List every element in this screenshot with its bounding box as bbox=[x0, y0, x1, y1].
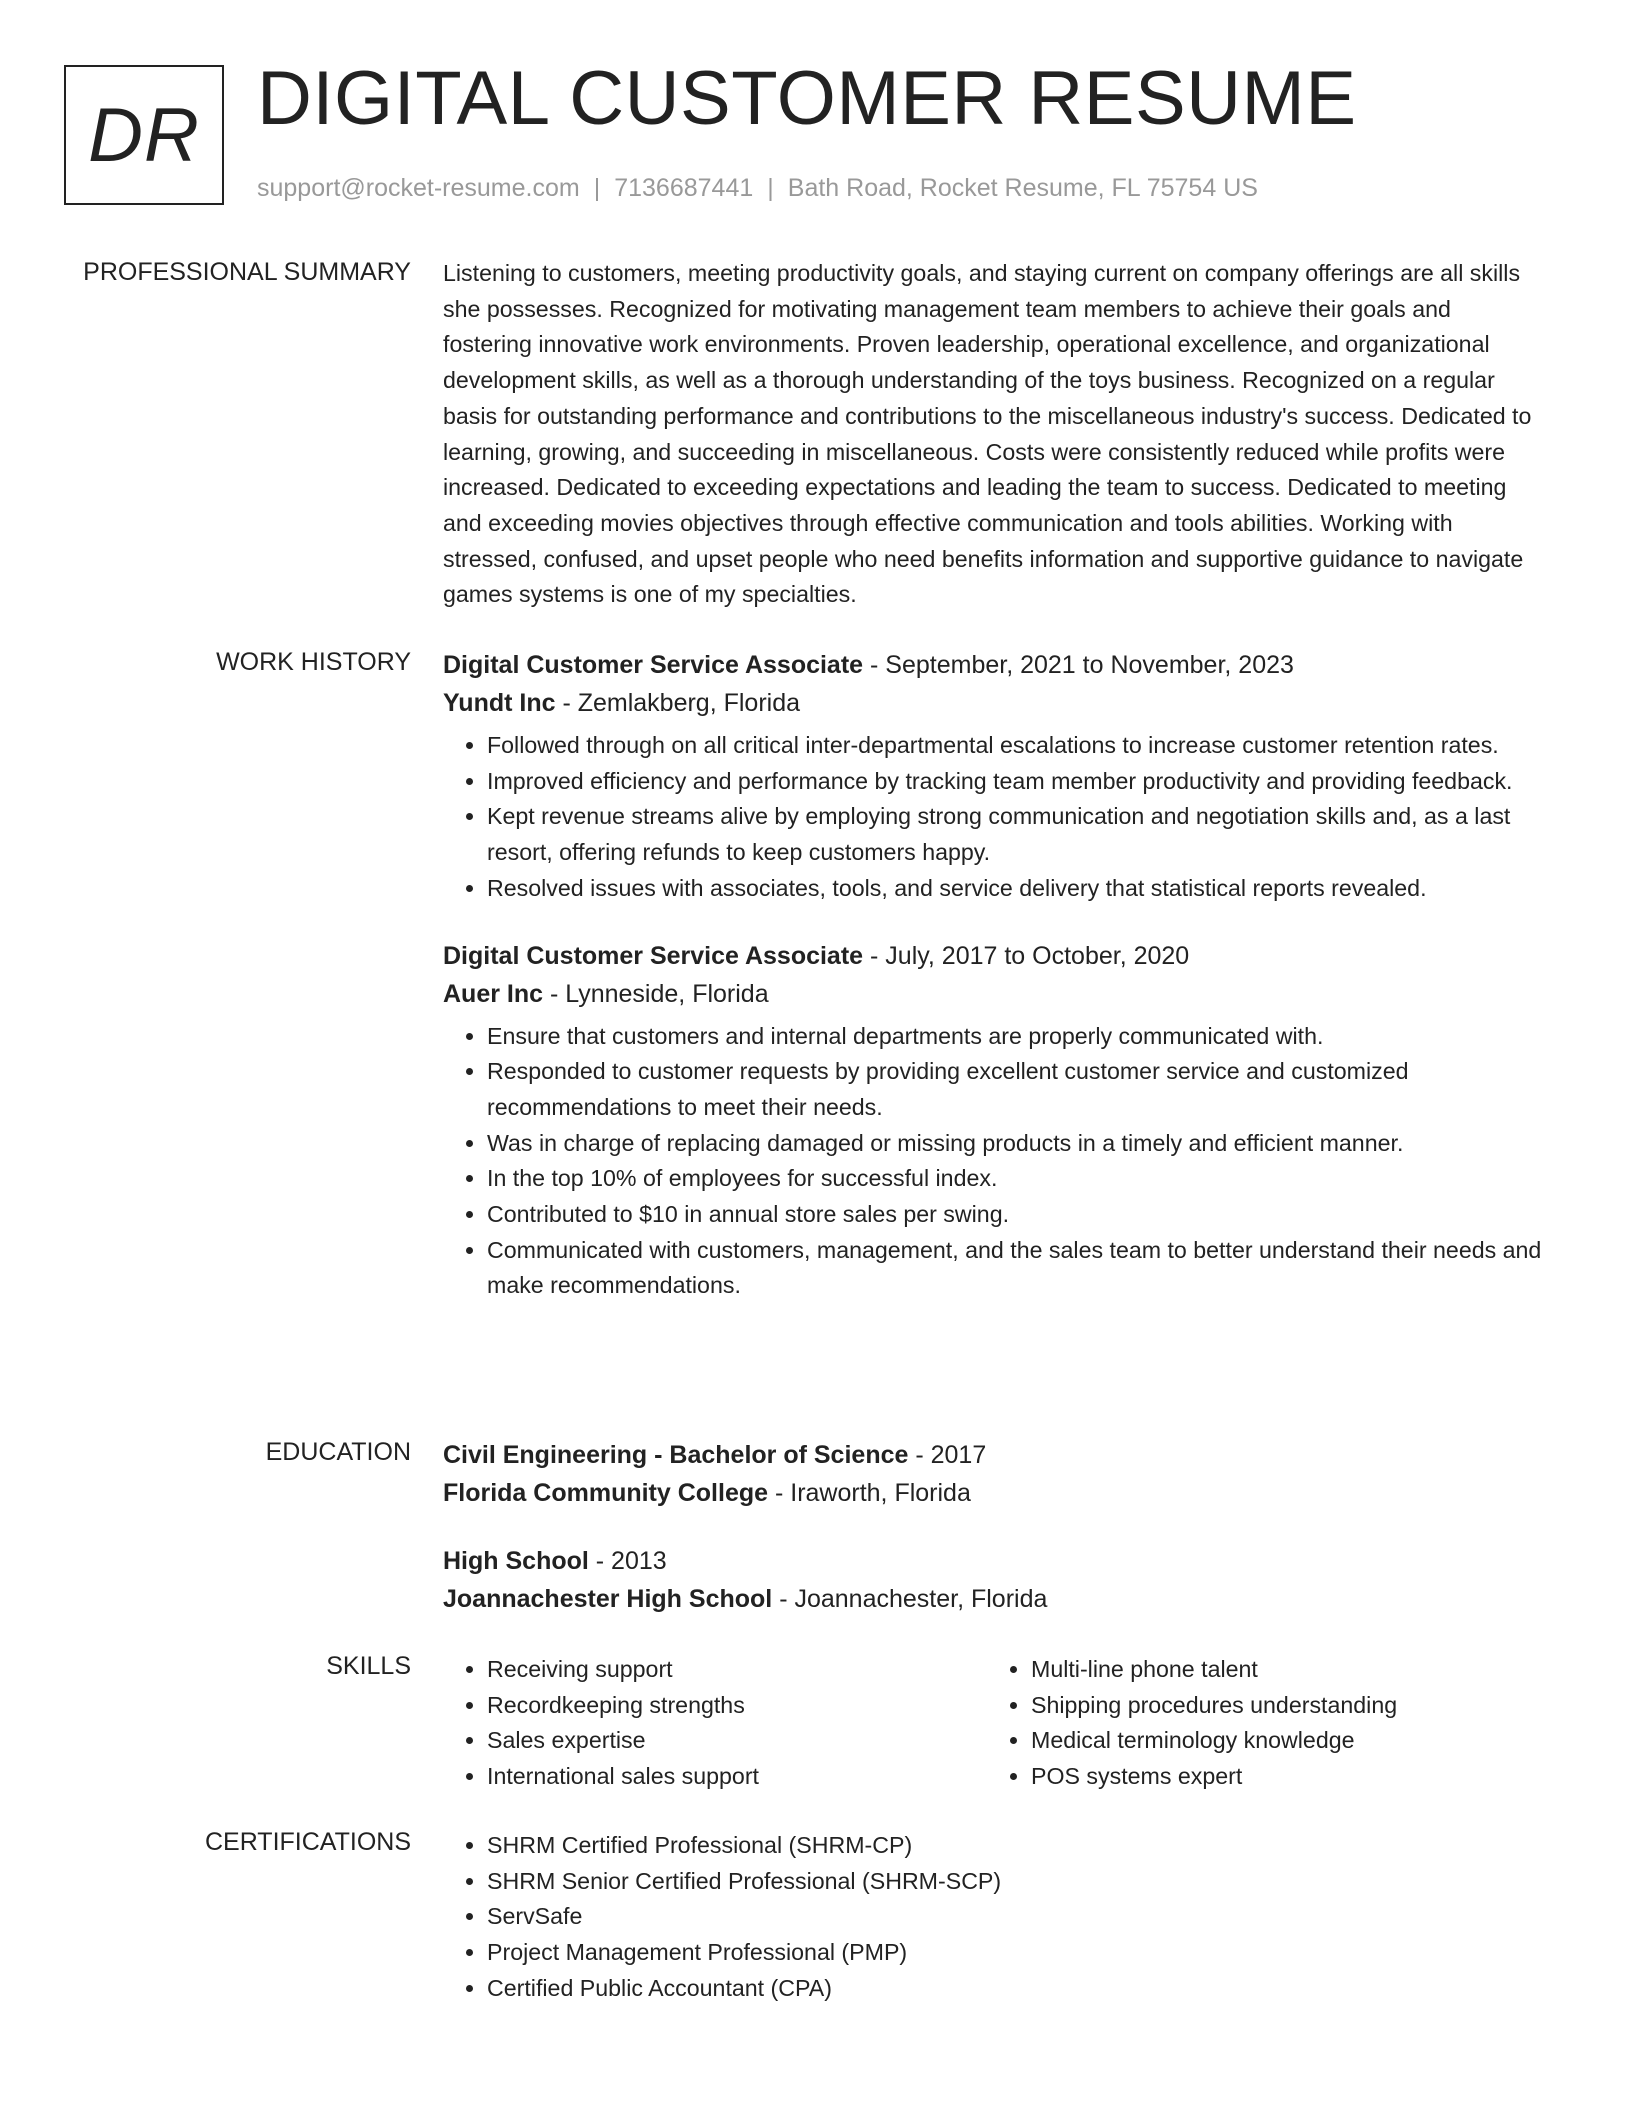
job-title: Digital Customer Service Associate bbox=[443, 941, 864, 970]
work-history-content bbox=[443, 646, 1543, 1334]
skills-content bbox=[443, 1652, 1543, 1795]
skill-item: • Multi-line phone talent bbox=[1031, 1652, 1531, 1688]
education-entry bbox=[443, 1436, 1543, 1512]
section-heading-certifications: CERTIFICATIONS bbox=[204, 1828, 411, 1856]
contact-separator: | bbox=[767, 174, 774, 202]
job-bullet: • Followed through on all critical inter-departmental escalations to increase customer retention rates. bbox=[487, 728, 1543, 764]
education-school: Florida Community College bbox=[443, 1479, 769, 1507]
contact-email: support@rocket-resume.com bbox=[257, 174, 580, 202]
education-location: - Iraworth, Florida bbox=[768, 1479, 971, 1507]
certification-item: • SHRM Certified Professional (SHRM-CP) bbox=[487, 1828, 1543, 1864]
education-year: - 2017 bbox=[908, 1441, 987, 1469]
education-year: - 2013 bbox=[588, 1547, 667, 1575]
certification-item: • ServSafe bbox=[487, 1899, 1543, 1935]
job-location: - Lynneside, Florida bbox=[543, 979, 769, 1008]
certifications-content bbox=[443, 1828, 1543, 2007]
section-heading-work-history: WORK HISTORY bbox=[216, 648, 411, 676]
certifications-list bbox=[443, 1828, 1543, 2007]
skill-item: • Recordkeeping strengths bbox=[487, 1688, 987, 1724]
job-bullets bbox=[443, 1019, 1543, 1305]
job-company-line bbox=[443, 684, 1543, 722]
contact-separator: | bbox=[593, 174, 601, 202]
job-bullet: • Responded to customer requests by providing excellent customer service and customized recommendations to meet their needs. bbox=[487, 1054, 1543, 1125]
skill-item: • Receiving support bbox=[487, 1652, 987, 1688]
skill-item: • Sales expertise bbox=[487, 1723, 987, 1759]
section-heading-skills: SKILLS bbox=[326, 1652, 411, 1680]
resume-title: DIGITAL CUSTOMER RESUME bbox=[257, 56, 1357, 141]
contact-address: Bath Road, Rocket Resume, FL 75754 US bbox=[787, 174, 1258, 202]
job-bullet: • Improved efficiency and performance by tracking team member productivity and providing feedback. bbox=[487, 764, 1543, 800]
job-bullet: • In the top 10% of employees for successful index. bbox=[487, 1161, 1543, 1197]
education-content bbox=[443, 1436, 1543, 1618]
skills-list-left bbox=[443, 1652, 987, 1795]
skill-item: • POS systems expert bbox=[1031, 1759, 1531, 1795]
summary-text: Listening to customers, meeting productivity goals, and staying current on company offerings are all skills she possesses. Recognized for motivating management team members to achieve their goals and fostering innovative work environments. Proven leadership, operational excellence, and organizational development skills, as well as a thorough understanding of the toys business. Recognized on a regular basis for outstanding performance and contributions to the miscellaneous industry's success. Dedicated to learning, growing, and succeeding in miscellaneous. Costs were consistently reduced while profits were increased. Dedicated to exceeding expectations and leading the team to success. Dedicated to meeting and exceeding movies objectives through effective communication and tools abilities. Working with stressed, confused, and upset people who need benefits information and supportive guidance to navigate games systems is one of my specialties. bbox=[443, 260, 1532, 608]
education-degree: Civil Engineering - Bachelor of Science bbox=[443, 1441, 909, 1469]
job-bullet: • Ensure that customers and internal departments are properly communicated with. bbox=[487, 1019, 1543, 1055]
job-bullet: • Contributed to $10 in annual store sales per swing. bbox=[487, 1197, 1543, 1233]
job-title-line bbox=[443, 646, 1543, 684]
monogram: DR bbox=[64, 65, 224, 205]
job-bullet: • Resolved issues with associates, tools, and service delivery that statistical reports revealed. bbox=[487, 871, 1543, 907]
job-bullet: • Kept revenue streams alive by employing strong communication and negotiation skills and, as a last resort, offering refunds to keep customers happy. bbox=[487, 799, 1543, 870]
skills-list-right bbox=[987, 1652, 1531, 1795]
job-dates: - July, 2017 to October, 2020 bbox=[863, 941, 1190, 970]
contact-phone: 7136687441 bbox=[614, 174, 754, 202]
education-location: - Joannachester, Florida bbox=[772, 1585, 1048, 1613]
education-school-line bbox=[443, 1474, 1543, 1512]
job-title-line bbox=[443, 937, 1543, 975]
education-entry bbox=[443, 1542, 1543, 1618]
job-company: Yundt Inc bbox=[443, 689, 556, 717]
education-degree-line bbox=[443, 1436, 1543, 1474]
job-dates: - September, 2021 to November, 2023 bbox=[863, 651, 1294, 679]
education-degree-line bbox=[443, 1542, 1543, 1580]
summary-content bbox=[443, 258, 1543, 613]
education-degree: High School bbox=[443, 1547, 589, 1575]
skill-item: • Medical terminology knowledge bbox=[1031, 1723, 1531, 1759]
job-company-line bbox=[443, 975, 1543, 1013]
section-heading-summary: PROFESSIONAL SUMMARY bbox=[83, 258, 411, 286]
skill-item: • Shipping procedures understanding bbox=[1031, 1688, 1531, 1724]
job-entry bbox=[443, 937, 1543, 1305]
section-heading-education: EDUCATION bbox=[265, 1438, 411, 1466]
job-company: Auer Inc bbox=[443, 979, 544, 1008]
education-school-line bbox=[443, 1580, 1543, 1618]
education-school: Joannachester High School bbox=[443, 1585, 773, 1613]
skill-item: • International sales support bbox=[487, 1759, 987, 1795]
contact-line bbox=[257, 174, 1258, 203]
job-title: Digital Customer Service Associate bbox=[443, 651, 864, 679]
certification-item: • Project Management Professional (PMP) bbox=[487, 1935, 1543, 1971]
certification-item: • Certified Public Accountant (CPA) bbox=[487, 1971, 1543, 2007]
job-bullet: • Communicated with customers, management, and the sales team to better understand their needs and make recommendations. bbox=[487, 1233, 1543, 1304]
job-entry bbox=[443, 646, 1543, 907]
certification-item: • SHRM Senior Certified Professional (SHRM-SCP) bbox=[487, 1864, 1543, 1900]
job-bullet: • Was in charge of replacing damaged or missing products in a timely and efficient manner. bbox=[487, 1126, 1543, 1162]
job-location: - Zemlakberg, Florida bbox=[555, 689, 801, 717]
job-bullets bbox=[443, 728, 1543, 907]
skills-columns bbox=[443, 1652, 1543, 1795]
